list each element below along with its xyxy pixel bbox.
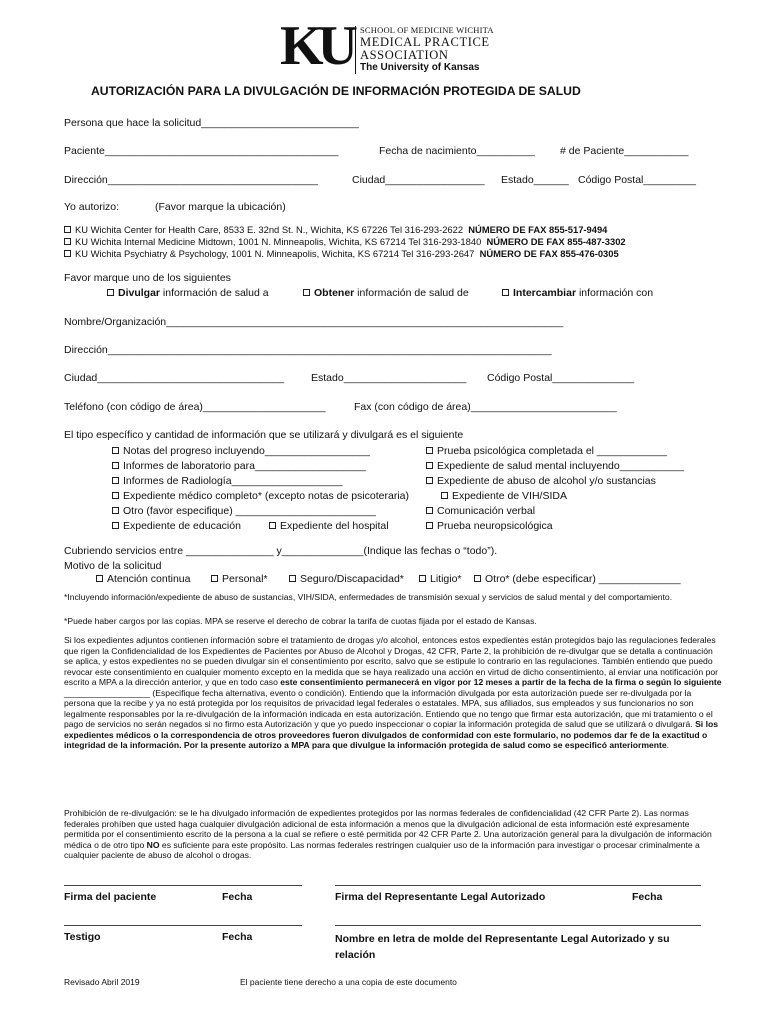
patient-signature-line[interactable] xyxy=(64,885,302,886)
recipient-state-field[interactable]: Estado_____________________ xyxy=(311,372,467,384)
city-field[interactable]: Ciudad_________________ xyxy=(352,174,485,186)
location-option: KU Wichita Internal Medicine Midtown, 1001 N. Minneapolis, Wichita, KS 67214 Tel 316-293-1840 NÚMERO DE FAX 855-487-3302 xyxy=(64,236,626,247)
witness-label: Testigo xyxy=(64,931,101,943)
info-type-checkbox[interactable] xyxy=(426,477,433,484)
exchange-option[interactable]: Intercambiar información con xyxy=(502,287,653,299)
requester-field[interactable]: Persona que hace la solicitud___________________________ xyxy=(64,117,359,129)
patient-signature-label: Firma del paciente xyxy=(64,891,157,903)
info-type-option[interactable]: Expediente de salud mental incluyendo___________ xyxy=(426,460,684,472)
recipient-phone-field[interactable]: Teléfono (con código de área)_____________________ xyxy=(64,401,326,413)
authorize-label: Yo autorizo: xyxy=(64,201,120,213)
info-type-checkbox[interactable] xyxy=(112,507,119,514)
revision-date: Revisado Abril 2019 xyxy=(64,977,140,987)
obtain-option[interactable]: Obtener información de salud de xyxy=(303,287,469,299)
info-type-option[interactable]: Otro (favor especifique) ________________________ xyxy=(112,505,376,517)
reason-checkbox[interactable] xyxy=(474,575,481,582)
info-type-checkbox[interactable] xyxy=(426,447,433,454)
info-type-option[interactable]: Expediente médico completo* (excepto notas de psicoteraria) xyxy=(112,490,409,502)
rep-date-label: Fecha xyxy=(632,891,663,903)
location-checkbox[interactable] xyxy=(64,238,71,245)
info-type-option[interactable]: Informes de Radiología___________________ xyxy=(112,475,343,487)
info-type-option[interactable]: Notas del progreso incluyendo__________________ xyxy=(112,445,370,457)
location-checkbox[interactable] xyxy=(64,250,71,257)
state-field[interactable]: Estado______ xyxy=(501,174,569,186)
address-field[interactable]: Dirección____________________________________ xyxy=(64,174,318,186)
info-type-checkbox[interactable] xyxy=(112,492,119,499)
logo-divider xyxy=(355,26,356,74)
info-type-option[interactable]: Prueba neuropsicológica xyxy=(426,520,553,532)
logo-practice: MEDICAL PRACTICE xyxy=(360,35,490,49)
rep-signature-label: Firma del Representante Legal Autorizado xyxy=(335,891,546,903)
authorize-hint: (Favor marque la ubicación) xyxy=(155,201,286,213)
recipient-zip-field[interactable]: Código Postal______________ xyxy=(487,372,635,384)
info-type-checkbox[interactable] xyxy=(112,462,119,469)
patient-field[interactable]: Paciente________________________________________ xyxy=(64,145,339,157)
reason-checkbox[interactable] xyxy=(289,575,296,582)
obtain-checkbox[interactable] xyxy=(303,289,310,296)
dob-field[interactable]: Fecha de nacimiento__________ xyxy=(379,145,535,157)
info-type-option[interactable]: Informes de laboratorio para___________________ xyxy=(112,460,366,472)
recipient-fax-field[interactable]: Fax (con código de área)_________________________ xyxy=(354,401,617,413)
recipient-address-field[interactable]: Dirección____________________________________________________________________________ xyxy=(64,344,552,356)
info-type-option[interactable]: Prueba psicológica completada el ____________ xyxy=(426,445,667,457)
rep-print-label: Nombre en letra de molde del Representante Legal Autorizado y su relación xyxy=(335,933,670,961)
info-type-checkbox[interactable] xyxy=(112,447,119,454)
location-option: KU Wichita Center for Health Care, 8533 E. 32nd St. N., Wichita, KS 67226 Tel 316-293-2622 NÚMERO DE FAX 855-517-9494 xyxy=(64,224,607,235)
location-checkbox[interactable] xyxy=(64,226,71,233)
logo-association: ASSOCIATION xyxy=(360,48,449,62)
info-type-checkbox[interactable] xyxy=(112,522,119,529)
logo-school: SCHOOL OF MEDICINE WICHITA xyxy=(360,25,494,35)
info-type-option[interactable]: Expediente de VIH/SIDA xyxy=(441,490,567,502)
action-prompt: Favor marque uno de los siguientes xyxy=(64,272,231,284)
info-types-prompt: El tipo específico y cantidad de información que se utilizará y divulgará es el siguiente xyxy=(64,429,464,441)
note-sensitive-info: *Incluyendo información/expediente de abuso de sustancias, VIH/SIDA, enfermedades de transmisión sexual y servicios de salud mental y del comportamiento. xyxy=(64,592,673,602)
info-type-checkbox[interactable] xyxy=(426,507,433,514)
redisclosure-paragraph: Prohibición de re-divulgación: se le ha divulgado información de expedientes protegidos por las normas federales de confidencialidad (42 CFR Parte 2). Las normas federales prohíben que usted haga cualquier divulgación adicional de esta información a menos que la divulgación adicional de esta información esté expresamente permitida por el consentimiento escrito de la persona a la cual se refiere o esté permitida por 42 CFR Parte 2. Una autorización general para la divulgación de información médica o de otro tipo NO es suficiente para este propósito. Las normas federales restringen cualquier uso de la información para investigar o procesar criminalmente a cualquier paciente de abuso de alcohol o drogas. xyxy=(64,808,712,860)
witness-signature-line[interactable] xyxy=(64,925,302,926)
reason-checkbox[interactable] xyxy=(211,575,218,582)
info-type-checkbox[interactable] xyxy=(112,477,119,484)
consent-paragraph: Si los expedientes adjuntos contienen información sobre el tratamiento de drogas y/o alcohol, entonces estos expedientes están protegidos bajo las regulaciones federales que rigen la Confidencialidad de los Expedientes de Pacientes por Abuso de Alcohol y Drogas, 42 CFR, Parte 2, la prohibición de re-divulgar que se detalla a continuación se aplica, y estos expedientes no se pueden divulgar sin el consentimiento por escrito, salvo que se estipule lo contrario en las regulaciones. También entiendo que puedo revocar este consentimiento en cualquier momento excepto en la medida que se haya realizado una acción en virtud de dicho consentimiento, al enviar una notificación por escrito a MPA a la dirección anterior, y que en todo caso este consentimiento permanecerá en vigor por 12 meses a partir de la fecha de la firma o según lo siguiente __________________ (Especifique fecha alternativa, evento o condición). Entiendo que la información divulgada por esta autorización puede ser re-divulgada por la persona que la recibe y ya no está protegida por los requisitos de privacidad legal federales o estatales. MPA, sus afiliados, sus empleados y sus funcionarios no son legalmente responsables por la re-divulgación de la información indicada en esta autorización. Entiendo que no tengo que firmar esta autorización, que mi tratamiento o el pago de servicios no serán negados si no firmo esta Autorización y que yo puedo inspeccionar o copiar la información protegida de salud que se utilizará o divulgará. Si los expedientes médicos o la correspondencia de otros proveedores fueron divulgados de conformidad con este formulario, no podemos dar fe de la exactitud o integridad de la información. Por la presente autorizo a MPA para que divulgue la información protegida de salud como se especificó anteriormente. xyxy=(64,635,722,750)
reason-option[interactable]: Personal* xyxy=(211,573,268,585)
recipient-org-field[interactable]: Nombre/Organización____________________________________________________________________ xyxy=(64,316,564,328)
info-type-checkbox[interactable] xyxy=(426,462,433,469)
copy-rights-note: El paciente tiene derecho a una copia de este documento xyxy=(240,977,457,987)
info-type-option[interactable]: Expediente de educación xyxy=(112,520,241,532)
logo-university: The University of Kansas xyxy=(360,62,480,73)
info-type-checkbox[interactable] xyxy=(426,522,433,529)
location-option: KU Wichita Psychiatry & Psychology, 1001 N. Minneapolis, Wichita, KS 67214 Tel 316-293-2647 NÚMERO DE FAX 855-476-0305 xyxy=(64,248,619,259)
exchange-checkbox[interactable] xyxy=(502,289,509,296)
rep-signature-line[interactable] xyxy=(335,885,701,886)
info-type-checkbox[interactable] xyxy=(441,492,448,499)
coverage-dates-field[interactable]: Cubriendo servicios entre _______________ y______________(Indique las fechas o “todo”). xyxy=(64,545,498,557)
disclose-checkbox[interactable] xyxy=(107,289,114,296)
reason-option[interactable]: Litigio* xyxy=(419,573,462,585)
zip-field[interactable]: Código Postal_________ xyxy=(578,174,696,186)
disclose-option[interactable]: Divulgar información de salud a xyxy=(107,287,269,299)
recipient-city-field[interactable]: Ciudad________________________________ xyxy=(64,372,285,384)
info-type-option[interactable]: Expediente de abuso de alcohol y/o sustancias xyxy=(426,475,656,487)
reason-checkbox[interactable] xyxy=(96,575,103,582)
info-type-option[interactable]: Expediente del hospital xyxy=(269,520,389,532)
info-type-option[interactable]: Comunicación verbal xyxy=(426,505,535,517)
witness-date-label: Fecha xyxy=(222,931,253,943)
ku-logo-mark: KU xyxy=(280,15,352,77)
info-type-checkbox[interactable] xyxy=(269,522,276,529)
reason-option[interactable]: Atención continua xyxy=(96,573,190,585)
patient-date-label: Fecha xyxy=(222,891,253,903)
reason-checkbox[interactable] xyxy=(419,575,426,582)
reason-option[interactable]: Otro* (debe especificar) ______________ xyxy=(474,573,681,585)
form-title: AUTORIZACIÓN PARA LA DIVULGACIÓN DE INFORMACIÓN PROTEGIDA DE SALUD xyxy=(91,84,581,98)
reason-option[interactable]: Seguro/Discapacidad* xyxy=(289,573,404,585)
reason-label: Motivo de la solicitud xyxy=(64,560,162,572)
rep-print-line[interactable] xyxy=(335,925,701,926)
patient-number-field[interactable]: # de Paciente___________ xyxy=(560,145,689,157)
note-copy-charges: *Puede haber cargos por las copias. MPA se reserve el derecho de cobrar la tarifa de cuotas fijada por el estado de Kansas. xyxy=(64,616,537,626)
